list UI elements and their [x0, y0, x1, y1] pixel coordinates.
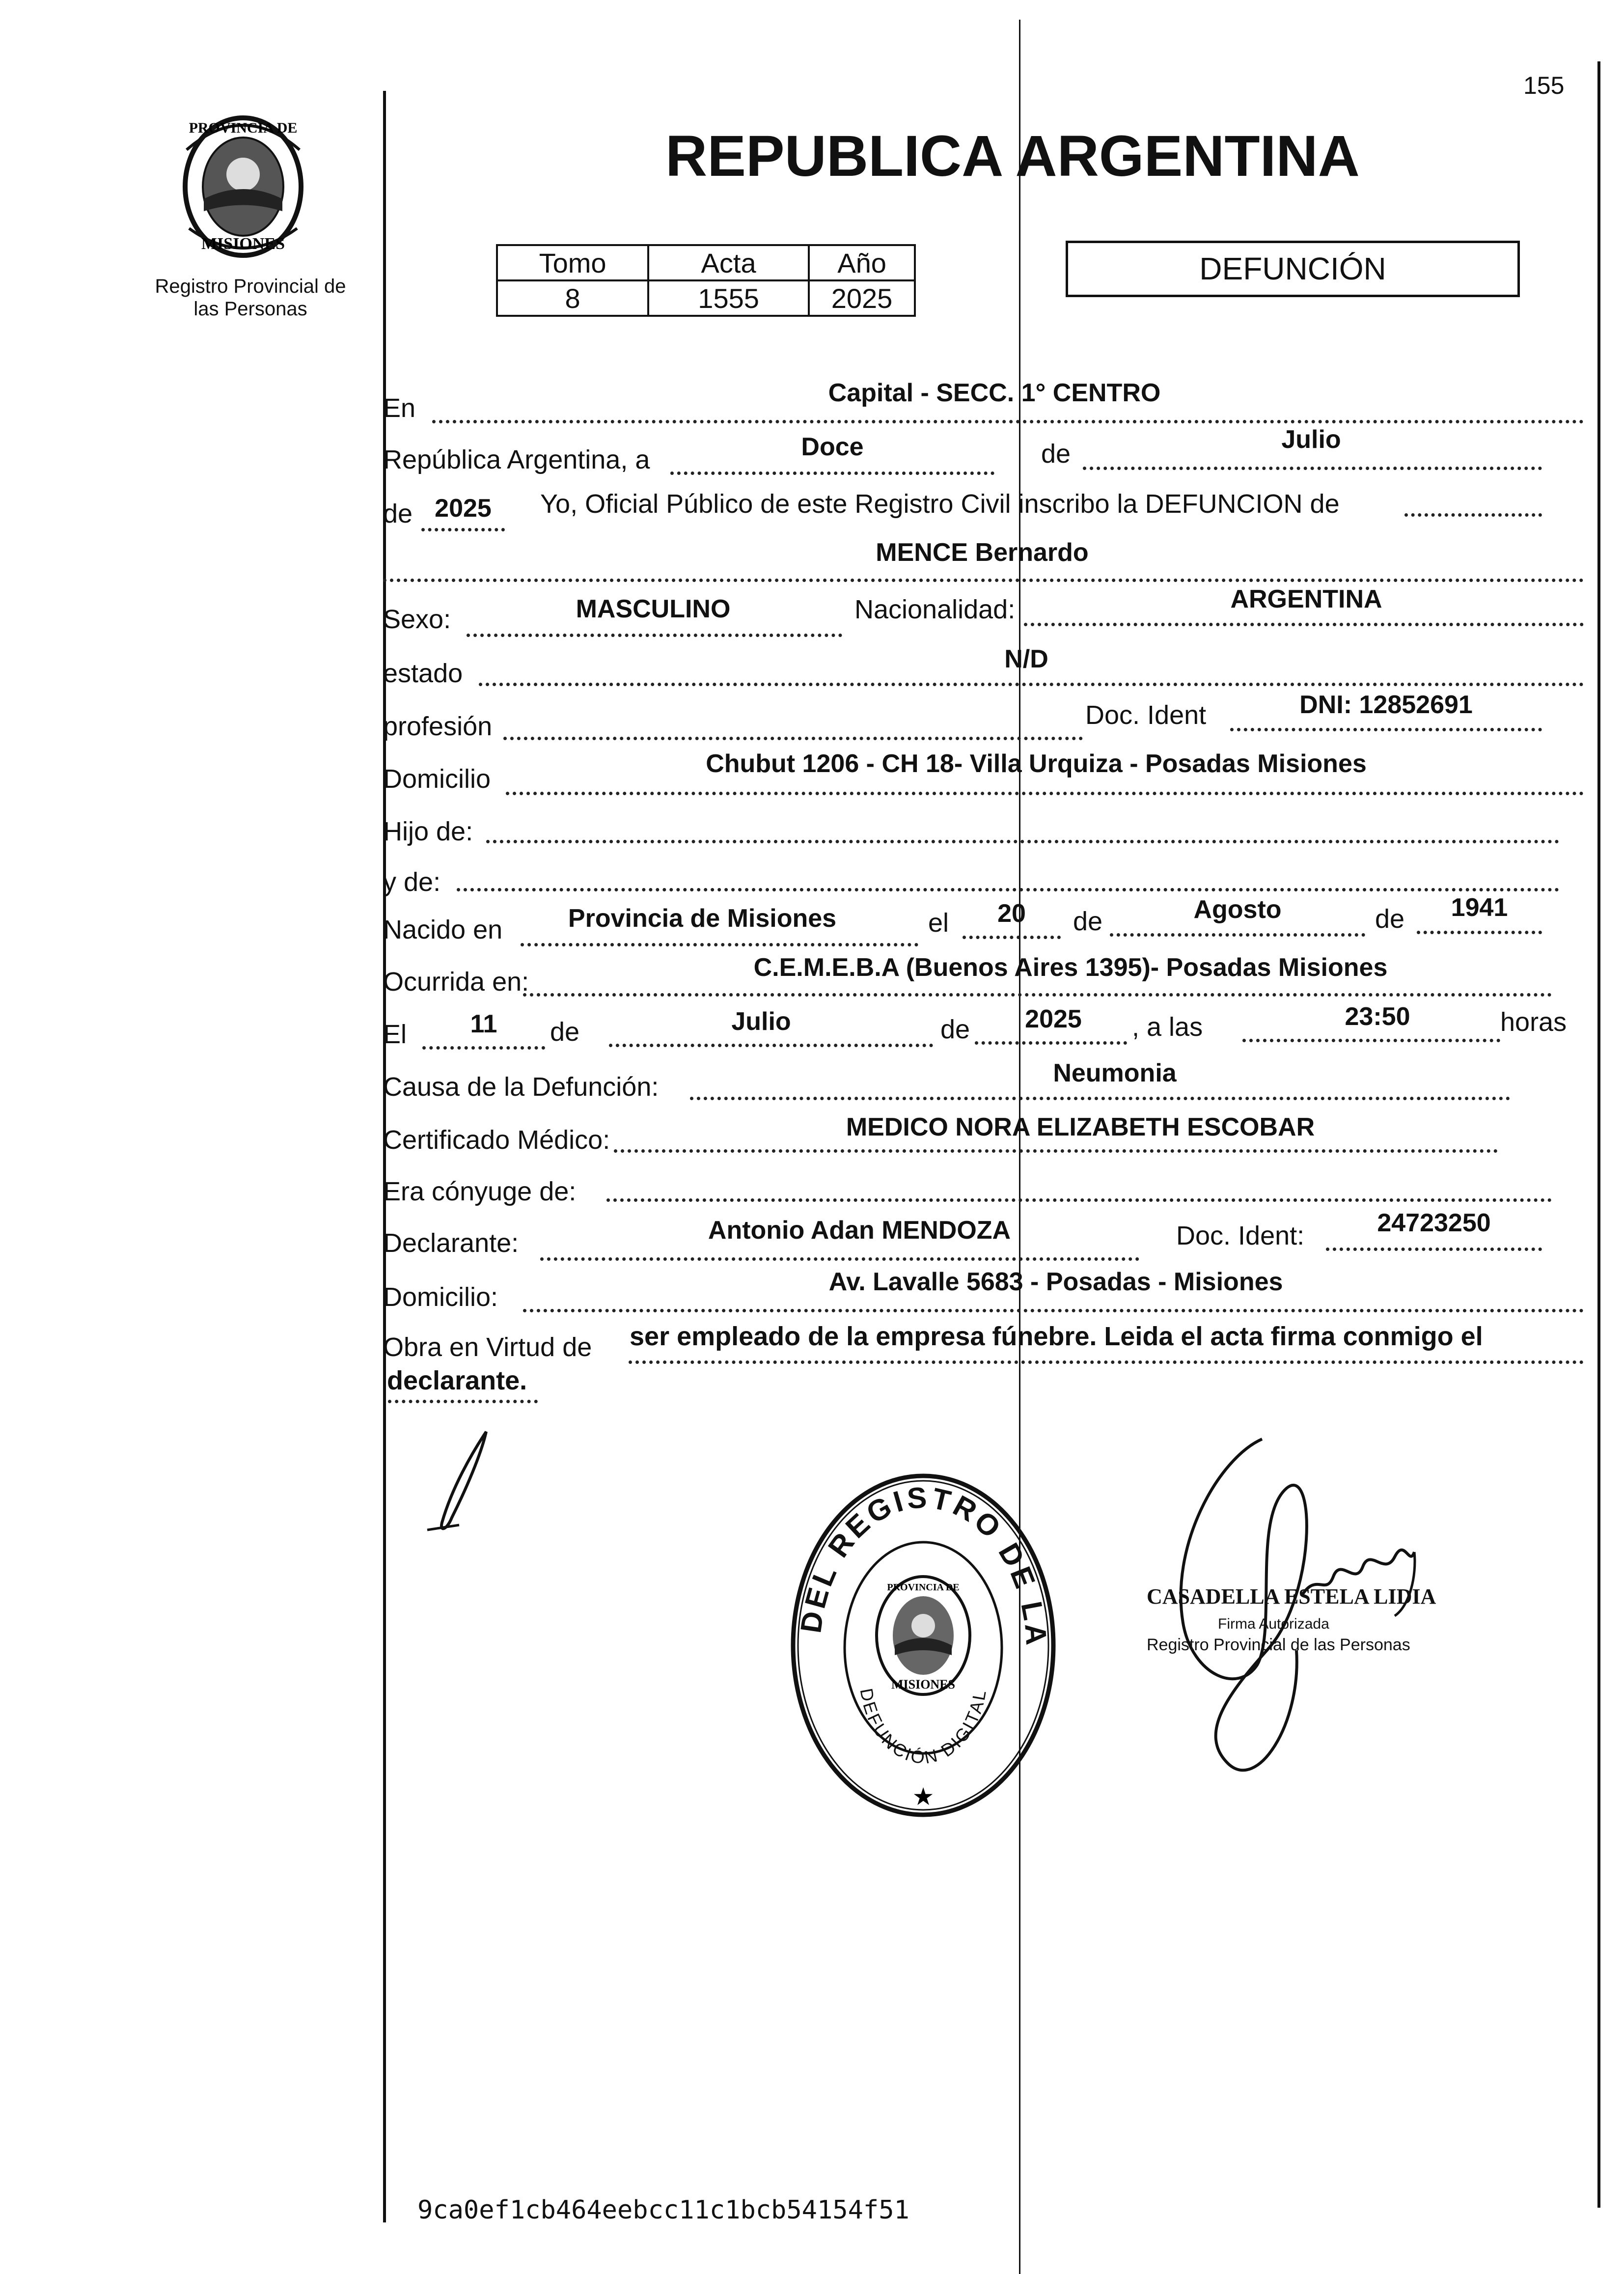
- label-nac-de-anio: de: [1375, 904, 1405, 934]
- field-line: [629, 1360, 1584, 1364]
- record-table-header-row: [497, 245, 915, 280]
- label-de: de: [1041, 439, 1071, 469]
- record-table: [496, 244, 916, 317]
- page-title: REPUBLICA ARGENTINA: [665, 124, 1360, 189]
- label-domicilio: Domicilio: [383, 764, 491, 794]
- label-republica: República Argentina, a: [383, 445, 650, 474]
- field-line: [690, 1097, 1510, 1100]
- field-ocurrida: C.E.M.E.B.A (Buenos Aires 1395)- Posadas Misiones: [753, 953, 1388, 982]
- field-line: [422, 1046, 545, 1050]
- field-domicilio: Chubut 1206 - CH 18- Villa Urquiza - Posadas Misiones: [706, 749, 1367, 778]
- label-el: el: [928, 908, 949, 938]
- field-line: [383, 579, 1584, 582]
- field-declarante: Antonio Adan MENDOZA: [708, 1216, 1011, 1245]
- center-fold-line: [1019, 20, 1020, 2274]
- field-line: [606, 1198, 1552, 1202]
- label-de-anio: de: [383, 499, 413, 528]
- label-nacionalidad: Nacionalidad:: [854, 595, 1016, 624]
- svg-text:MISIONES: MISIONES: [201, 235, 285, 253]
- record-table-header: Acta: [648, 245, 809, 280]
- record-table-cell: 8: [497, 280, 648, 316]
- svg-text:DEFUNCIÓN DIGITAL: DEFUNCIÓN DIGITAL: [856, 1687, 991, 1768]
- field-causa: Neumonia: [1053, 1059, 1177, 1087]
- page-number: 155: [1523, 72, 1565, 99]
- field-nacido: Provincia de Misiones: [568, 904, 837, 933]
- field-line: [432, 420, 1584, 423]
- label-conyuge: Era cónyuge de:: [383, 1177, 577, 1206]
- label-horas: horas: [1500, 1007, 1567, 1037]
- field-line: [523, 1309, 1584, 1312]
- document-hash: 9ca0ef1cb464eebcc11c1bcb54154f51: [417, 2195, 909, 2225]
- field-line: [1326, 1248, 1542, 1251]
- signature-role: Firma Autorizada: [1218, 1616, 1329, 1632]
- field-line: [609, 1044, 933, 1047]
- field-nac-dia: 20: [997, 899, 1026, 928]
- field-nacionalidad: ARGENTINA: [1230, 585, 1382, 613]
- field-line: [457, 888, 1559, 891]
- label-nacido: Nacido en: [383, 915, 503, 944]
- field-line: [479, 683, 1584, 686]
- label-profesion: profesión: [383, 712, 493, 741]
- field-nac-mes: Agosto: [1193, 895, 1282, 924]
- label-ocurrida: Ocurrida en:: [383, 967, 529, 997]
- label-estado: estado: [383, 659, 463, 688]
- svg-text:PROVINCIA DE: PROVINCIA DE: [887, 1582, 960, 1593]
- field-nac-anio: 1941: [1451, 893, 1508, 922]
- field-obra: ser empleado de la empresa fúnebre. Leida el acta firma conmigo el: [630, 1322, 1483, 1351]
- field-hora: 23:50: [1345, 1002, 1410, 1031]
- label-def-de: de: [550, 1017, 580, 1047]
- signature-name: CASADELLA ESTELA LIDIA: [1147, 1584, 1436, 1608]
- field-line: [1110, 933, 1365, 937]
- field-line: [503, 737, 1083, 740]
- document-type: DEFUNCIÓN: [1199, 251, 1386, 286]
- record-table-cell: 1555: [648, 280, 809, 316]
- svg-text:DELEGACIÓN DEL REGISTRO DE LAS: DEL REGISTRO DE LA: [794, 1481, 1053, 1649]
- label-causa: Causa de la Defunción:: [383, 1072, 659, 1102]
- field-line: [486, 840, 1559, 843]
- oficial-text: Yo, Oficial Público de este Registro Civil inscribo la DEFUNCION de: [540, 489, 1340, 519]
- label-doc-ident: Doc. Ident: [1085, 700, 1207, 730]
- svg-text:PROVINCIA DE: PROVINCIA DE: [189, 120, 298, 136]
- field-certificado: MEDICO NORA ELIZABETH ESCOBAR: [846, 1113, 1315, 1141]
- field-line: [1417, 931, 1542, 934]
- declarant-signature: [413, 1424, 511, 1542]
- signature-office: Registro Provincial de las Personas: [1147, 1636, 1410, 1654]
- star-icon: ★: [912, 1782, 935, 1811]
- label-def-de-anio: de: [940, 1015, 970, 1044]
- field-def-dia: 11: [470, 1010, 497, 1038]
- svg-text:MISIONES: MISIONES: [891, 1677, 956, 1692]
- label-hijo: Hijo de:: [383, 817, 473, 846]
- field-en: Capital - SECC. 1° CENTRO: [828, 379, 1161, 407]
- label-a-las: , a las: [1132, 1012, 1203, 1042]
- right-margin-line: [1597, 61, 1600, 2208]
- label-obra: Obra en Virtud de: [383, 1332, 592, 1362]
- field-line: [540, 1257, 1139, 1261]
- field-line: [388, 1400, 538, 1403]
- record-table-header: Año: [809, 245, 915, 280]
- field-def-anio: 2025: [1025, 1005, 1082, 1033]
- field-line: [1242, 1039, 1500, 1042]
- field-mes: Julio: [1281, 425, 1341, 454]
- field-line: [614, 1149, 1498, 1153]
- official-signature: [1139, 1419, 1454, 1803]
- field-doc-ident: DNI: 12852691: [1299, 691, 1473, 719]
- field-line: [1083, 467, 1542, 470]
- field-line: [506, 792, 1584, 795]
- field-line: [1404, 513, 1542, 517]
- field-line: [523, 993, 1552, 997]
- field-anio: 2025: [435, 494, 492, 523]
- label-sexo: Sexo:: [383, 605, 451, 634]
- field-line: [1230, 728, 1542, 731]
- label-el-fecha: El: [383, 1020, 407, 1049]
- document-type-box: [1066, 241, 1520, 297]
- record-table-cell: 2025: [809, 280, 915, 316]
- field-line: [467, 634, 842, 637]
- label-certificado: Certificado Médico:: [383, 1125, 610, 1155]
- registry-name: Registro Provincial de las Personas: [155, 276, 346, 320]
- label-declarante: Declarante:: [383, 1228, 519, 1258]
- record-table-value-row: [497, 280, 915, 316]
- field-line: [521, 943, 918, 946]
- field-decl-doc: 24723250: [1377, 1209, 1491, 1237]
- label-nac-de: de: [1073, 907, 1103, 936]
- registry-stamp: [786, 1454, 1061, 1827]
- field-sexo: MASCULINO: [576, 595, 731, 623]
- label-decl-doc: Doc. Ident:: [1176, 1221, 1305, 1250]
- field-line: [670, 471, 994, 475]
- field-line: [1024, 623, 1584, 626]
- label-y-de: y de:: [383, 867, 441, 897]
- field-nombre: MENCE Bernardo: [876, 538, 1089, 567]
- label-decl-domicilio: Domicilio:: [383, 1282, 498, 1312]
- field-obra-cont: declarante.: [387, 1366, 527, 1395]
- field-def-mes: Julio: [731, 1007, 791, 1036]
- record-table-header: Tomo: [497, 245, 648, 280]
- provincial-seal: [167, 106, 319, 263]
- field-dia: Doce: [801, 433, 864, 461]
- label-en: En: [383, 393, 416, 423]
- field-line: [963, 936, 1061, 939]
- field-line: [421, 528, 505, 531]
- field-estado: N/D: [1004, 645, 1048, 673]
- field-line: [975, 1041, 1127, 1045]
- field-decl-domicilio: Av. Lavalle 5683 - Posadas - Misiones: [828, 1268, 1283, 1296]
